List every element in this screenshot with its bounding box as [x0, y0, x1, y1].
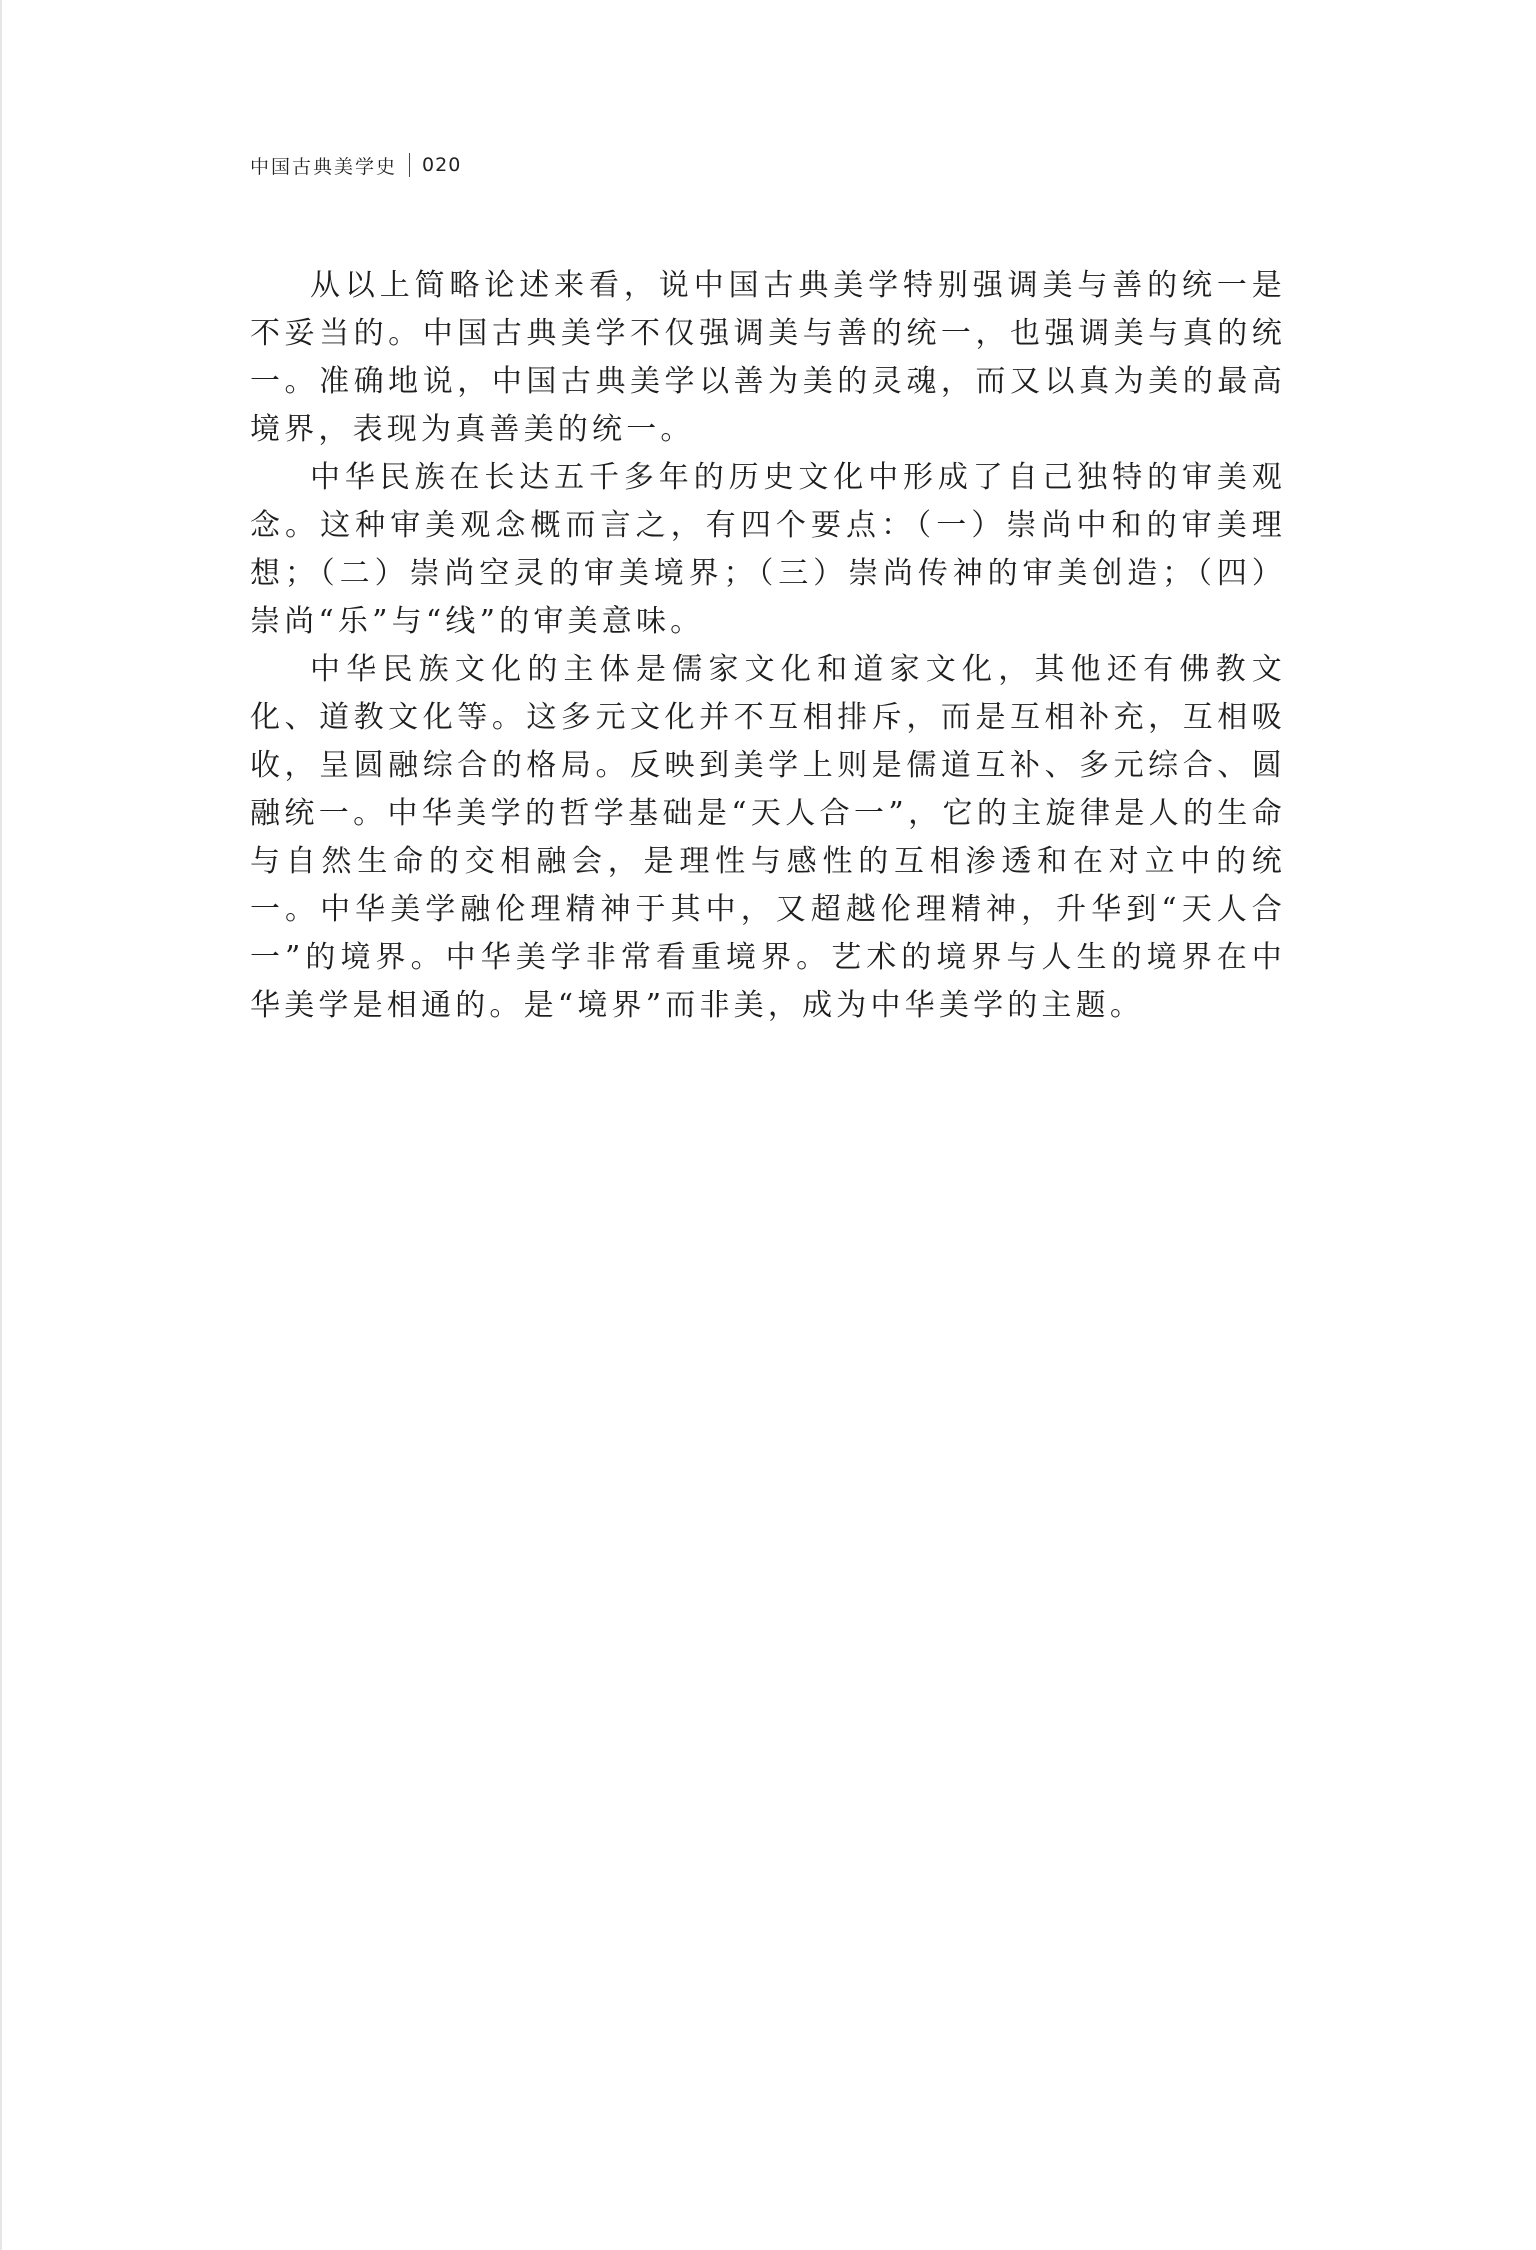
paragraph-1: 从以上简略论述来看，说中国古典美学特别强调美与善的统一是不妥当的。中国古典美学不仅强调美与善的统一，也强调美与真的统一。准确地说，中国古典美学以善为美的灵魂，而又以真为美的最高境界，表现为真善美的统一。 — [250, 268, 1286, 447]
paragraph-3: 中华民族文化的主体是儒家文化和道家文化，其他还有佛教文化、道教文化等。这多元文化并不互相排斥，而是互相补充，互相吸收，呈圆融综合的格局。反映到美学上则是儒道互补、多元综合、圆融统一。中华美学的哲学基础是“天人合一”，它的主旋律是人的生命与自然生命的交相融会，是理性与感性的互相渗透和在对立中的统一。中华美学融伦理精神于其中，又超越伦理精神，升华到“天人合一”的境界。中华美学非常看重境界。艺术的境界与人生的境界在中华美学是相通的。是“境界”而非美，成为中华美学的主题。 — [250, 652, 1286, 1023]
page-edge — [0, 0, 2, 2250]
paragraph-2: 中华民族在长达五千多年的历史文化中形成了自己独特的审美观念。这种审美观念概而言之，有四个要点：（一）崇尚中和的审美理想；（二）崇尚空灵的审美境界；（三）崇尚传神的审美创造；（四）崇尚“乐”与“线”的审美意味。 — [250, 460, 1286, 639]
body-text — [250, 262, 1286, 1030]
book-title: 中国古典美学史 — [250, 155, 398, 178]
page-number: 020 — [422, 154, 462, 176]
header-divider — [409, 153, 410, 177]
running-head — [250, 150, 461, 180]
